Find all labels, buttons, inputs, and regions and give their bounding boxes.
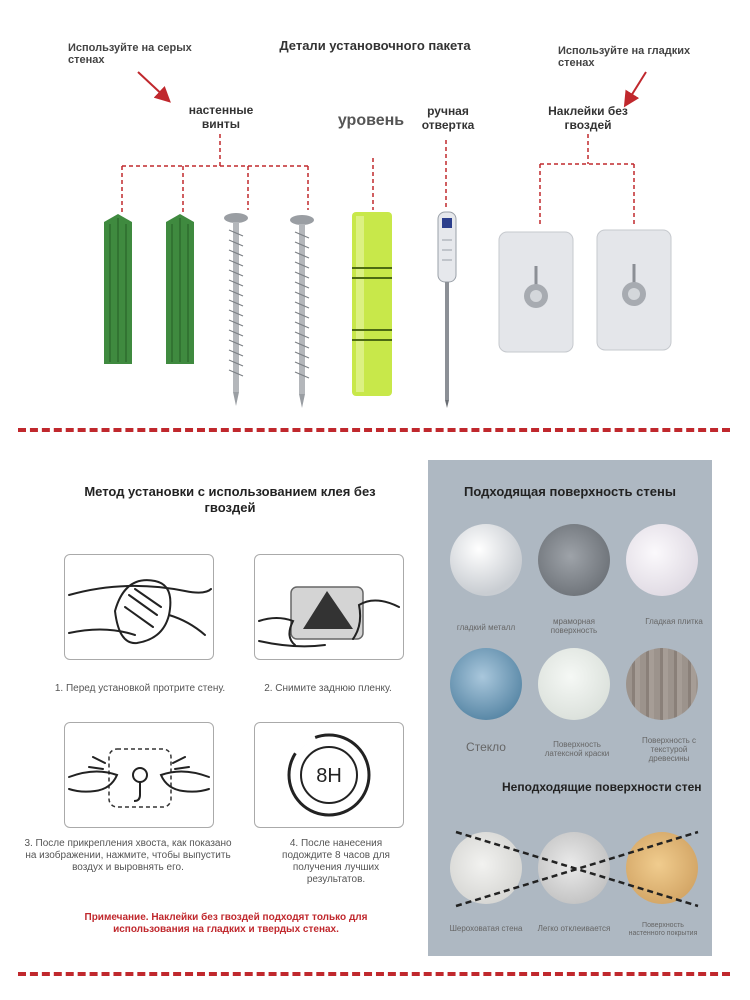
- top-section: [0, 0, 750, 440]
- suitable-title: Подходящая поверхность стены: [464, 484, 676, 499]
- cross-out-icon: [428, 460, 712, 956]
- surface-label: Поверхность латексной краски: [544, 740, 610, 758]
- kit-title: Детали установочного пакета: [279, 38, 471, 53]
- surface-label: Легко отклеивается: [537, 924, 611, 933]
- surface-label: Поверхность с текстурой древесины: [641, 736, 697, 763]
- press-sticker-icon: [65, 723, 213, 827]
- surfaces-panel: [428, 460, 712, 956]
- wall-anchor-icon: [160, 214, 200, 374]
- screw-icon: [288, 212, 328, 412]
- step-caption: 3. После прикрепления хвоста, как показано на изображении, нажмите, чтобы выпустить воздух и выровнять его.: [24, 838, 232, 873]
- step-card: [254, 722, 404, 828]
- note-smooth-walls: Используйте на гладких стенах: [558, 45, 691, 69]
- divider: [18, 972, 730, 976]
- method-note: Примечание. Наклейки без гвоздей подходят только для использования на гладких и твердых стенах.: [84, 912, 368, 935]
- screwdriver-icon: [432, 210, 462, 410]
- screws-label: настенные винты: [188, 103, 254, 131]
- unsuitable-title: Неподходящие поверхности стен: [502, 780, 702, 794]
- step-card: [64, 554, 214, 660]
- stickers-label: Наклейки без гвоздей: [548, 104, 628, 132]
- step-caption: 1. Перед установкой протрите стену.: [54, 683, 226, 694]
- surface-label: Гладкая плитка: [645, 617, 703, 626]
- timer-icon: [255, 723, 403, 827]
- screwdriver-label: ручная отвертка: [421, 104, 475, 132]
- timer-label: 8H: [316, 765, 342, 787]
- step-card: [64, 722, 214, 828]
- sticker-hook-icon: [595, 228, 673, 354]
- step-caption: 4. После нанесения подождите 8 часов для получения лучших результатов.: [282, 838, 390, 885]
- screw-icon: [222, 210, 262, 410]
- peel-film-icon: [255, 555, 403, 659]
- step-card: [254, 554, 404, 660]
- spirit-level-icon: [350, 210, 396, 400]
- surface-label: мраморная поверхность: [550, 617, 598, 635]
- install-method-title: Метод установки с использованием клея без гвоздей: [84, 484, 376, 515]
- wall-anchor-icon: [98, 214, 138, 374]
- note-gray-walls: Используйте на серых стенах: [68, 42, 192, 66]
- surface-label: Стекло: [466, 740, 506, 754]
- step-caption: 2. Снимите заднюю пленку.: [264, 683, 392, 694]
- wipe-wall-icon: [65, 555, 213, 659]
- level-label: уровень: [337, 112, 405, 129]
- surface-label: Шероховатая стена: [449, 924, 523, 933]
- surface-label: Поверхность настенного покрытия: [628, 922, 698, 937]
- surface-label: гладкий металл: [456, 623, 516, 632]
- divider: [18, 428, 730, 432]
- sticker-hook-icon: [497, 230, 575, 356]
